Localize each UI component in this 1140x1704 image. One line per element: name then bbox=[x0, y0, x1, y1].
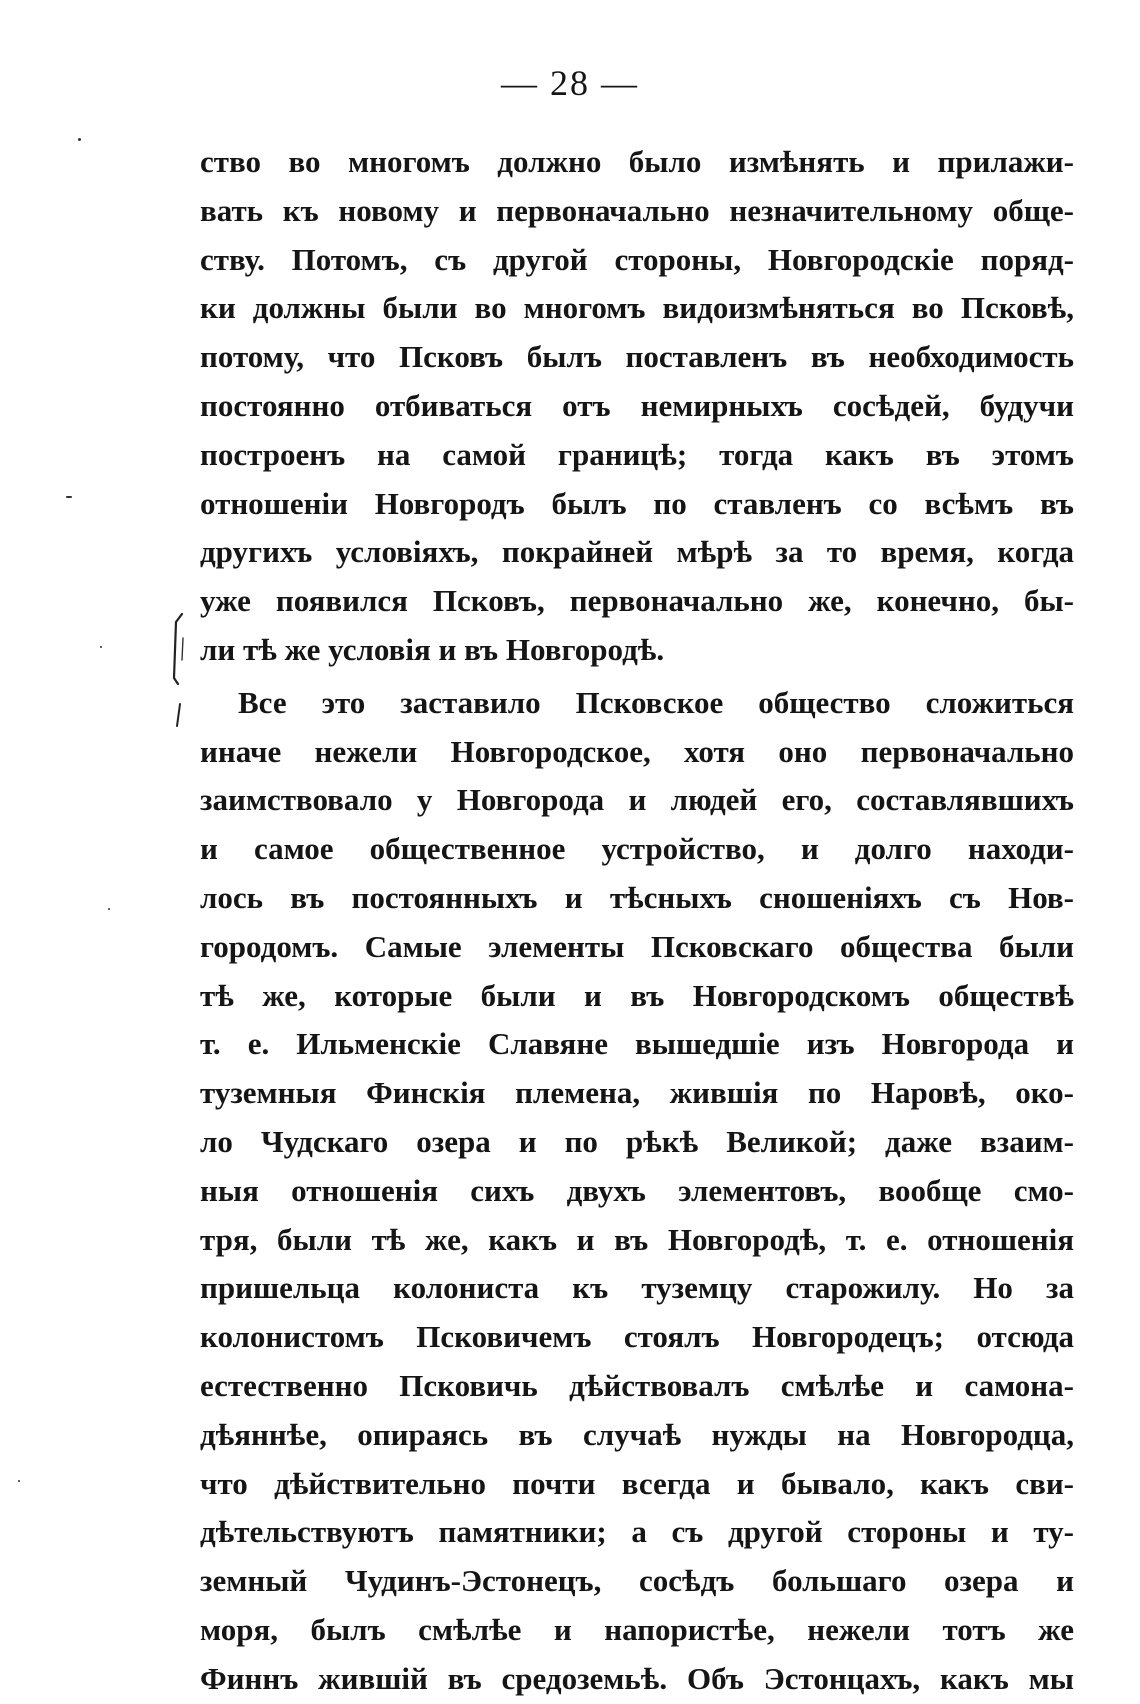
text-line: построенъ на самой границѣ; тогда какъ въ этомъ bbox=[200, 436, 1074, 472]
text-line: городомъ. Самые элементы Псковскаго общества были bbox=[200, 928, 1074, 964]
text-line: ли тѣ же условiя и въ Новгородѣ. bbox=[200, 631, 665, 667]
text-line: тѣ же, которые были и въ Новгородскомъ обществѣ bbox=[200, 977, 1074, 1013]
text-line: т. е. Ильменскiе Славяне вышедшiе изъ Новгорода и bbox=[200, 1026, 1074, 1062]
page-number: — 28 — bbox=[501, 63, 639, 103]
text-line: вать къ новому и первоначально незначительному обще- bbox=[200, 192, 1074, 228]
body-text bbox=[200, 138, 1074, 1704]
text-line: ки должны были во многомъ видоизмѣняться во Псковѣ, bbox=[200, 290, 1074, 326]
text-line: тря, были тѣ же, какъ и въ Новгородѣ, т. е. отношенiя bbox=[200, 1221, 1074, 1257]
margin-speck bbox=[78, 138, 81, 141]
text-line: ло Чудскаго озера и по рѣкѣ Великой; даже взаим- bbox=[200, 1123, 1074, 1159]
text-line: заимствовало у Новгорода и людей его, составлявшихъ bbox=[200, 782, 1074, 818]
text-line: пришельца колониста къ туземцу старожилу. Но за bbox=[200, 1270, 1074, 1306]
text-line: туземныя Финскiя племена, жившiя по Наровѣ, око- bbox=[200, 1075, 1074, 1111]
text-line: другихъ условiяхъ, покрайней мѣрѣ за то время, когда bbox=[200, 534, 1074, 570]
text-line: потому, что Псковъ былъ поставленъ въ необходимость bbox=[200, 339, 1074, 375]
text-line: постоянно отбиваться отъ немирныхъ сосѣдей, будучи bbox=[200, 387, 1074, 423]
paragraph-2 bbox=[200, 679, 1074, 1704]
paragraph-1 bbox=[200, 138, 1074, 675]
text-line: ство во многомъ должно было измѣнять и прилажи- bbox=[200, 144, 1074, 179]
text-line: ству. Потомъ, съ другой стороны, Новгородскiе поряд- bbox=[200, 241, 1074, 277]
text-line: иначе нежели Новгородское, хотя оно первоначально bbox=[200, 733, 1074, 769]
text-line: дѣтельствуютъ памятники; а съ другой стороны и ту- bbox=[200, 1514, 1074, 1550]
margin-speck bbox=[66, 496, 72, 498]
margin-bracket-mark bbox=[168, 608, 198, 728]
text-line: земный Чудинъ-Эстонецъ, сосѣдъ большаго озера и bbox=[200, 1563, 1074, 1599]
text-line: Финнъ жившiй въ средоземьѣ. Объ Эстонцахъ, какъ мы bbox=[200, 1660, 1074, 1696]
text-line: и самое общественное устройство, и долго находи- bbox=[200, 831, 1074, 867]
margin-speck bbox=[108, 908, 110, 910]
text-line: что дѣйствительно почти всегда и бывало, какъ сви- bbox=[200, 1465, 1074, 1501]
text-line: отношенiи Новгородъ былъ по ставленъ со всѣмъ въ bbox=[200, 485, 1074, 521]
text-line: дѣяннѣе, опираясь въ случаѣ нужды на Новгородца, bbox=[200, 1416, 1074, 1452]
text-line: Все это заставило Псковское общество сложиться bbox=[238, 684, 1074, 720]
text-line: ныя отношенiя сихъ двухъ элементовъ, вообще смо- bbox=[200, 1172, 1074, 1208]
text-line: естественно Псковичь дѣйствовалъ смѣлѣе и самона- bbox=[200, 1367, 1074, 1403]
text-line: уже появился Псковъ, первоначально же, конечно, бы- bbox=[200, 583, 1074, 619]
text-line: лось въ постоянныхъ и тѣсныхъ сношенiяхъ съ Нов- bbox=[200, 879, 1074, 915]
text-line: моря, былъ смѣлѣе и напористѣе, нежели тотъ же bbox=[200, 1611, 1074, 1647]
margin-speck bbox=[18, 1480, 20, 1482]
margin-speck bbox=[100, 646, 102, 648]
text-line: колонистомъ Псковичемъ стоялъ Новгородецъ; отсюда bbox=[200, 1319, 1074, 1355]
